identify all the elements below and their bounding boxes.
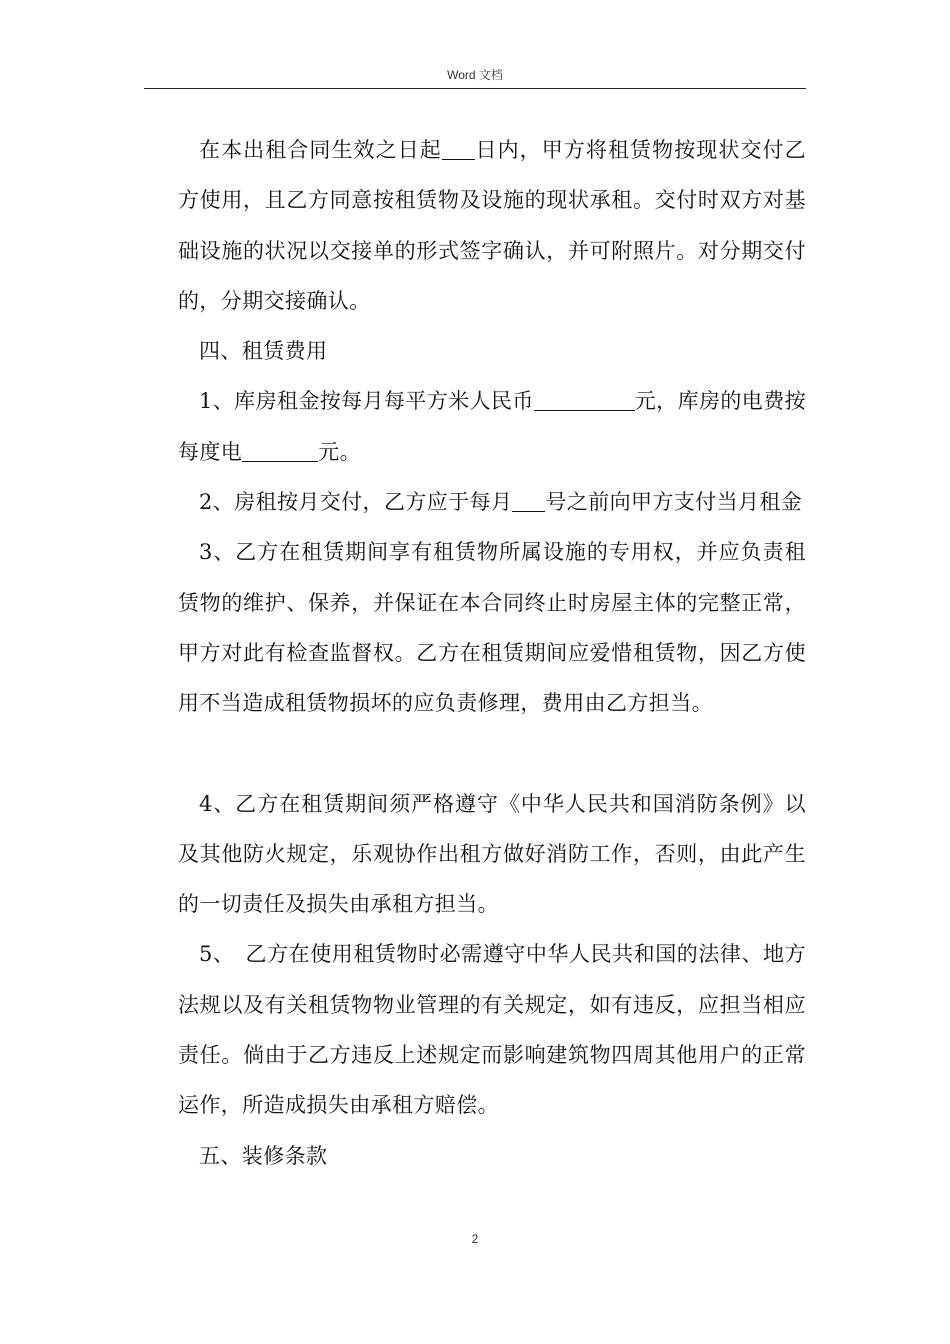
section-heading-rent-fees: 四、租赁费用 — [199, 339, 328, 364]
clause-2-part-1: 2、房租按月交付，乙方应于每月 — [199, 490, 513, 515]
clause-2-payment — [178, 477, 806, 527]
page-header: Word 文档 — [447, 68, 503, 82]
blank-electricity-price — [242, 440, 318, 462]
clause-4-fire-safety: 4、乙方在租赁期间须严格遵守《中华人民共和国消防条例》以及其他防火规定，乐观协作出租方做好消防工作，否则，由此产生的一切责任及损失由承租方担当。 — [178, 791, 806, 917]
clause-2-part-2: 号之前向甲方支付当月租金 — [545, 490, 803, 515]
header-rule — [144, 88, 806, 89]
clause-1-part-2: 元，库房的电费按每度电 — [178, 389, 806, 464]
paragraph-delivery-part-1: 在本出租合同生效之日起 — [199, 138, 442, 162]
clause-1-part-3: 元。 — [318, 439, 362, 464]
clause-1-part-1: 1、库房租金按每月每平方米人民币 — [199, 389, 534, 414]
document-body — [178, 125, 806, 1181]
clause-3-maintenance: 3、乙方在租赁期间享有租赁物所属设施的专用权，并应负责租赁物的维护、保养，并保证在本合同终止时房屋主体的完整正常，甲方对此有检查监督权。乙方在租赁期间应爱惜租赁物，因乙方使用不当造成租赁物损坏的应负责修理，费用由乙方担当。 — [178, 540, 806, 716]
blank-payment-day — [512, 490, 545, 512]
blank-rent-amount — [534, 389, 635, 411]
clause-5-compliance: 5、 乙方在使用租赁物时必需遵守中华人民共和国的法律、地方法规以及有关租赁物物业管理的有关规定，如有违反，应担当相应责任。倘由于乙方违反上述规定而影响建筑物四周其他用户的正常运作，所造成损失由承租方赔偿。 — [178, 942, 806, 1118]
section-heading-decoration: 五、装修条款 — [199, 1143, 328, 1168]
page-number: 2 — [471, 1232, 479, 1246]
blank-days — [442, 138, 475, 160]
paragraph-delivery-part-2: 日内，甲方将租赁物按现状交付乙方使用，且乙方同意按租赁物及设施的现状承租。交付时双方对基础设施的状况以交接单的形式签字确认，并可附照片。对分期交付的，分期交接确认。 — [178, 138, 806, 313]
clause-1-rent-price — [178, 376, 806, 477]
paragraph-delivery — [178, 125, 806, 326]
